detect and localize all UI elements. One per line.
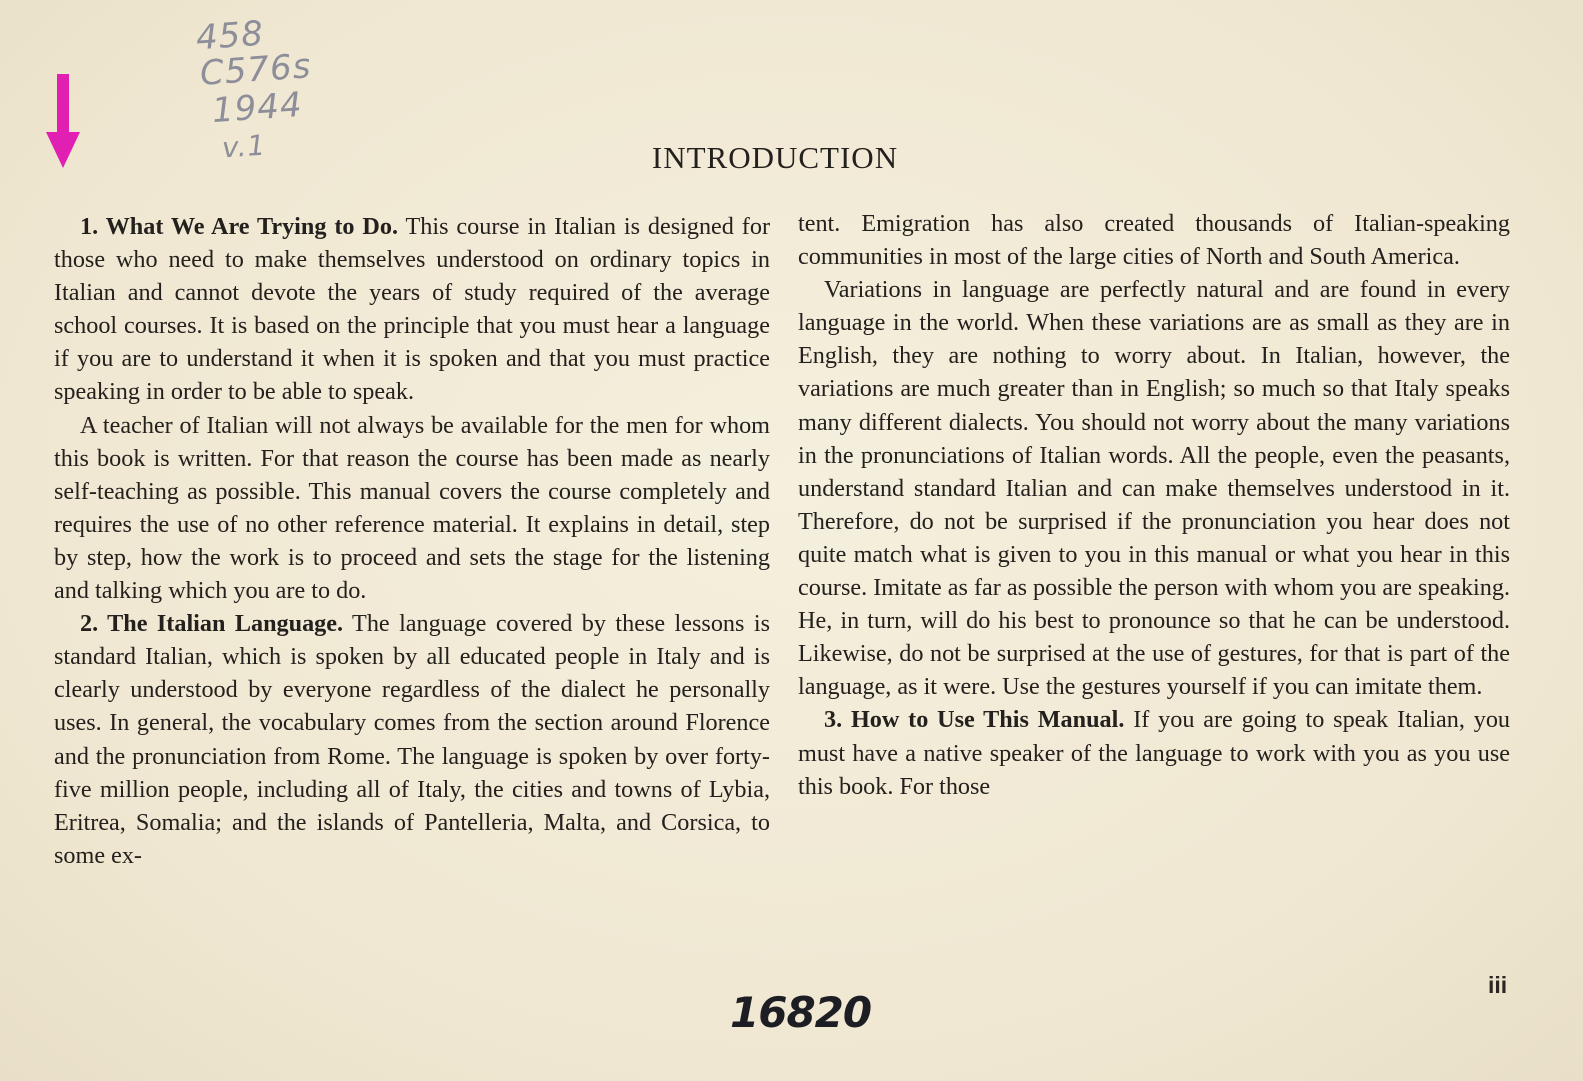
left-column <box>54 210 770 872</box>
section-heading: 3. How to Use This Manual. <box>824 706 1125 734</box>
handwritten-volume: v.1 <box>220 128 268 165</box>
paragraph-text: The language covered by these lessons is standard Italian, which is spoken by all educated people in Italy and is clearly understood by everyone regardless of the dialect he personally uses. In general, the vocabulary comes from the section around Florence and the pronunciation from Rome. The language is spoken by over forty-five million people, including all of Italy, the cities and towns of Lybia, Eritrea, Somalia; and the islands of Pantelleria, Malta, and Corsica, to some ex- <box>54 610 770 869</box>
handwritten-call-sub: C576s <box>198 46 313 94</box>
paragraph-continued: tent. Emigration has also created thousands of Italian-speaking communities in most of the large cities of North and South America. <box>798 210 1510 271</box>
paragraph-text: If you are going to speak Italian, you must have a native speaker of the language to work with you as you use this book. For those <box>798 706 1511 800</box>
paragraph-teacher: A teacher of Italian will not always be available for the men for whom this book is written. For that reason the course has been made as nearly self-teaching as possible. This manual covers the course completely and requires the use of no other reference material. It explains in detail, step by step, how the work is to proceed and sets the stage for the listening and talking which you are to do. <box>54 411 770 605</box>
page-number: iii <box>1488 972 1508 998</box>
stamp-number: 16820 <box>730 988 872 1037</box>
paragraph-what-we-are-trying <box>54 210 770 409</box>
section-heading: 2. The Italian Language. <box>80 610 344 638</box>
section-heading: 1. What We Are Trying to Do. <box>80 213 399 240</box>
page-title: INTRODUCTION <box>651 140 899 175</box>
handwritten-year: 1944 <box>210 84 304 132</box>
paragraph-text: This course in Italian is designed for those who need to make themselves understood on ordinary topics in Italian and cannot devote the years of study required of the average school courses. It is based on the principle that you must hear a language if you are to understand it when it is spoken and that you must practice speaking in order to be able to speak. <box>54 213 770 406</box>
paragraph-how-to-use <box>798 703 1510 802</box>
paragraph-variations: Variations in language are perfectly natural and are found in every language in the world. When these variations are as small as they are in English, they are nothing to worry about. In Italian, however, the variations are much greater than in English; so much so that Italy speaks many different dialects. You should not worry about the many variations in the pronunciations of Italian words. All the people, even the peasants, understand standard Italian and can make themselves understood in it. Therefore, do not be surprised if the pronunciation you hear does not quite match what is given to you in this manual or what you hear in this course. Imitate as far as possible the person with whom you are speaking. He, in turn, will do his best to pronounce so that he can be understood. Likewise, do not be surprised at the use of gestures, for that is part of the language, as it were. Use the gestures yourself if you can imitate them. <box>798 276 1510 701</box>
paragraph-italian-language <box>54 607 770 872</box>
handwritten-call-number: 458 <box>194 13 266 59</box>
right-column <box>798 207 1510 803</box>
